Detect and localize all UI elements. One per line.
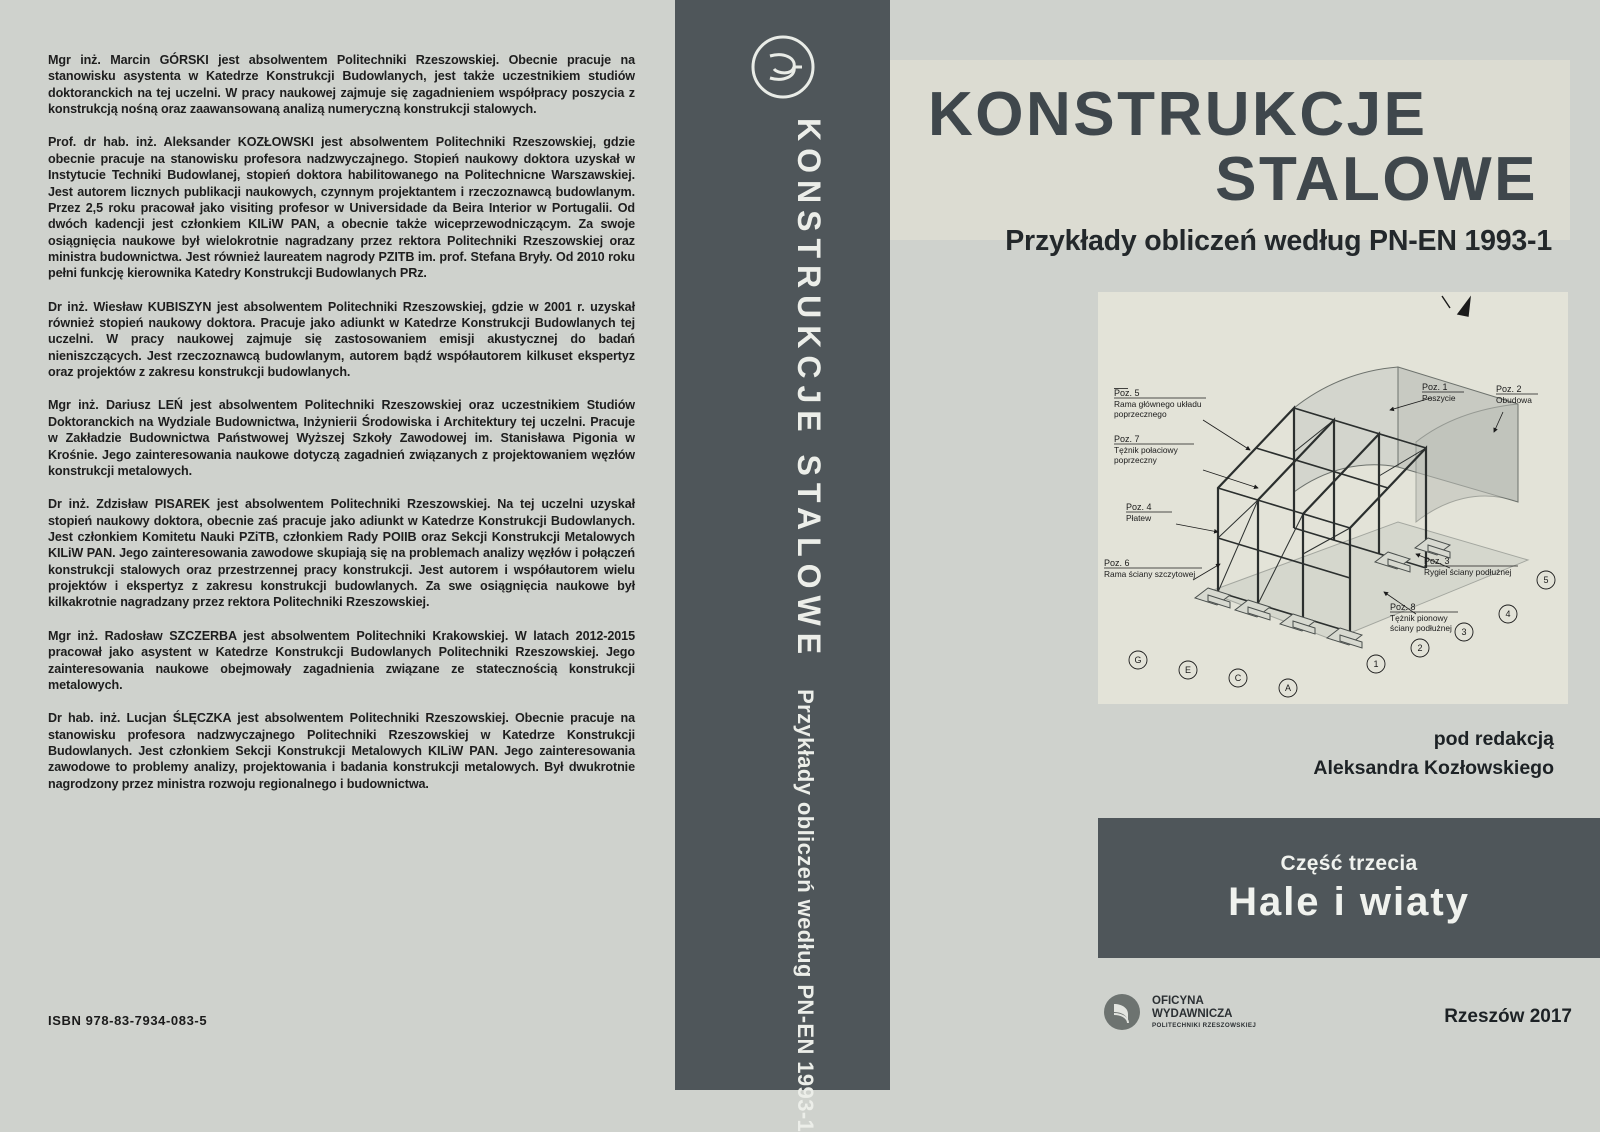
svg-text:A: A: [1284, 683, 1292, 693]
part-label: Część trzecia: [1280, 851, 1418, 875]
svg-text:Płatew: Płatew: [1126, 513, 1152, 523]
book-title-line1: KONSTRUKCJE: [928, 80, 1428, 149]
spine-text-block: [675, 118, 890, 1132]
author-bio: Mgr inż. Dariusz LEŃ jest absolwentem Politechniki Rzeszowskiej oraz uczestnikiem Studiów Doktoranckich na Wydziale Budownictwa, Inżynierii Środowiska i Architektury tej uczelni. Pracuje w Zakładzie Budownictwa Państwowej Wyższej Szkoły Zawodowej im. Stanisława Pigonia w Krośnie. Jego zainteresowania naukowe dotyczą zagadnień związanych z projektowaniem węzłów konstrukcji metalowych.: [48, 398, 635, 478]
svg-text:Poz. 6: Poz. 6: [1104, 558, 1130, 568]
editor-name: Aleksandra Kozłowskiego: [1313, 757, 1554, 780]
part-panel: [1098, 818, 1600, 958]
svg-text:Poz. 2: Poz. 2: [1496, 384, 1522, 394]
svg-text:1: 1: [1373, 659, 1379, 669]
title-panel: [890, 60, 1570, 240]
svg-text:4: 4: [1505, 609, 1511, 619]
oficyna-wydawnicza-logo-icon: [750, 34, 816, 100]
svg-text:3: 3: [1461, 627, 1467, 637]
svg-text:Poszycie: Poszycie: [1422, 393, 1456, 403]
svg-text:5: 5: [1543, 575, 1549, 585]
author-bio: Mgr inż. Radosław SZCZERBA jest absolwentem Politechniki Krakowskiej. W latach 2012-2015 pracował jako asystent w Katedrze Konstrukcji Budowlanych Politechniki Rzeszowskiej. Jego zainteresowania naukowe obejmowały zagadnienia związane ze statecznością konstrukcji metalowych.: [48, 628, 635, 692]
author-bio: Dr inż. Wiesław KUBISZYN jest absolwentem Politechniki Rzeszowskiej, gdzie w 2001 r. uzyskał również stopień naukowy doktora. Pracuje jako adiunkt w Katedrze Konstrukcji Budowlanych tej uczelni. W pracy naukowej zajmuje się zastosowaniem emisji akustycznej do badań nieniszczących. Jest rzeczoznawcą budowlanym, autorem bądź współautorem kilkuset ekspertyz oraz projektów z zakresu konstrukcji budowlanych.: [48, 299, 635, 380]
svg-text:Obudowa: Obudowa: [1496, 395, 1532, 405]
part-title: Hale i wiaty: [1228, 879, 1470, 924]
publisher-line1: OFICYNA: [1152, 994, 1204, 1007]
svg-text:2: 2: [1417, 643, 1423, 653]
book-spine: [675, 0, 890, 1132]
svg-text:Poz. 3: Poz. 3: [1424, 556, 1450, 566]
publisher-line3: POLITECHNIKI RZESZOWSKIEJ: [1152, 1021, 1257, 1029]
publisher-block: [1102, 992, 1256, 1032]
svg-text:Poz. 5: Poz. 5: [1114, 388, 1140, 398]
svg-text:Poz. 8: Poz. 8: [1390, 602, 1416, 612]
svg-text:Poz. 4: Poz. 4: [1126, 502, 1152, 512]
author-bio: Dr hab. inż. Lucjan ŚLĘCZKA jest absolwentem Politechniki Rzeszowskiej. Obecnie pracuje na stanowisku profesora nadzwyczajnego Politechniki Rzeszowskiej w Katedrze Konstrukcji Budowlanych. Jest członkiem Sekcji Konstrukcji Metalowych KILiW PAN. Jego zainteresowania zawodowe to problemy analizy, projektowania i badania konstrukcji metalowych. Był dwukrotnie nagrodzony przez ministra rozwoju regionalnego i budownictwa.: [48, 711, 635, 791]
svg-text:poprzeczny: poprzeczny: [1114, 455, 1157, 465]
svg-text:Tężnik połaciowy: Tężnik połaciowy: [1114, 445, 1178, 455]
svg-text:G: G: [1134, 655, 1142, 665]
svg-text:Poz. 7: Poz. 7: [1114, 434, 1140, 444]
isbn-text: ISBN 978-83-7934-083-5: [48, 1013, 208, 1028]
author-bio: Dr inż. Zdzisław PISAREK jest absolwentem Politechniki Rzeszowskiej. Na tej uczelni uzyskał stopień naukowy doktora, obecnie zaś pracuje jako adiunkt w Katedrze Konstrukcji Budowlanych. Jest członkiem Komitetu Nauki PZiTB, członkiem Rady POIIB oraz Sekcji Konstrukcji Metalowych KILiW PAN. Jego zainteresowania zawodowe skupiają się na problemach analizy węzłów i połączeń konstrukcji stalowych oraz przestrzennej pracy konstrukcji. Jest autorem i współautorem wielu projektów i ekspertyz z zakresu konstrukcji budowlanych. Za swe osiągnięcia naukowe był kilkakrotnie nagradzany przez rektora Politechniki Rzeszowskiej.: [48, 497, 635, 610]
svg-text:Rygiel ściany podłużnej: Rygiel ściany podłużnej: [1424, 567, 1512, 577]
svg-text:C: C: [1234, 673, 1242, 683]
book-title-line2: STALOWE: [1215, 145, 1538, 215]
publisher-line2: WYDAWNICZA: [1152, 1008, 1233, 1021]
author-bio: Prof. dr hab. inż. Aleksander KOZŁOWSKI jest absolwentem Politechniki Rzeszowskiej, gdzie obecnie pracuje na stanowisku profesora nadzwyczajnego. Stopień naukowy doktora uzyskał w Instytucie Techniki Budowlanej, stopień doktora habilitowanego na Politechnicne Warszawskiej. Jest autorem licznych publikacji naukowych, czynnym projektantem i rzeczoznawcą budowlanym. Przez 2,5 roku pracował jako visiting profesor w Universidade da Beira Interior w Portugalii. Od dwóch kadencji jest członkiem KILiW PAN, a obecnie także wiceprzewodniczącym. Za swoje osiągnięcia naukowe był wielokrotnie nagradzany przez rektora Politechniki Rzeszowskiej oraz ministra budownictwa. Jest również laureatem nagrody PZITB im. prof. Stefana Bryły. Od 2010 roku pełni funkcję kierownika Katedry Konstrukcji Budowlanych PRz.: [48, 135, 635, 281]
front-cover: [890, 0, 1600, 1090]
editor-label: pod redakcją: [1433, 728, 1554, 750]
place-year: Rzeszów 2017: [1444, 1006, 1572, 1027]
author-bio: Mgr inż. Marcin GÓRSKI jest absolwentem Politechniki Rzeszowskiej. Obecnie pracuje na stanowisku asystenta w Katedrze Konstrukcji Budowlanych, jest także uczestnikiem studiów doktoranckich na tej uczelni. W pracy naukowej zajmuje się zagadnieniem współpracy poszycia z konstrukcją nośną oraz zaawansowaną analizą numeryczną konstrukcji stalowych.: [48, 53, 635, 117]
svg-text:E: E: [1184, 665, 1192, 675]
svg-text:Tężnik pionowy: Tężnik pionowy: [1390, 613, 1448, 623]
back-cover: [0, 0, 675, 1090]
editor-block: [890, 725, 1580, 784]
cover-illustration: [1098, 292, 1568, 704]
svg-text:Rama głównego układu: Rama głównego układu: [1114, 399, 1202, 409]
svg-text:ściany podłużnej: ściany podłużnej: [1390, 623, 1452, 633]
publisher-logo-icon: [1102, 992, 1142, 1032]
svg-text:Rama ściany szczytowej: Rama ściany szczytowej: [1104, 569, 1196, 579]
svg-text:poprzecznego: poprzecznego: [1114, 409, 1167, 419]
spine-subtitle: Przykłady obliczeń według PN-EN 1993-1: [793, 689, 818, 1132]
svg-text:Poz. 1: Poz. 1: [1422, 382, 1448, 392]
spine-title: KONSTRUKCJE STALOWE: [791, 118, 827, 662]
book-subtitle: Przykłady obliczeń według PN-EN 1993-1: [1005, 225, 1552, 257]
